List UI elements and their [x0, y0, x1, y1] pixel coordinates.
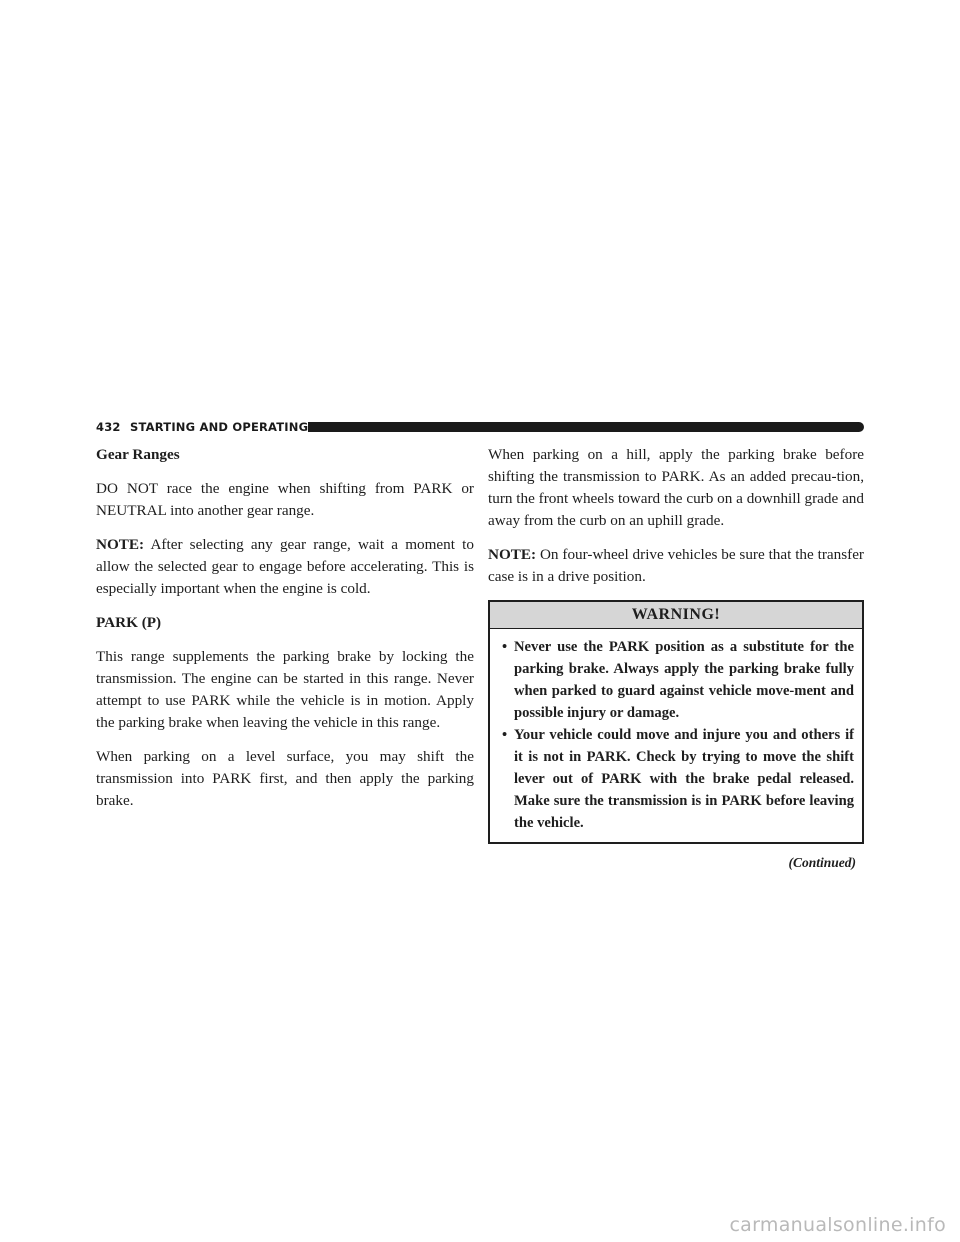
- park-heading: PARK (P): [96, 614, 162, 631]
- page-number: 432: [96, 420, 121, 434]
- left-column: [96, 444, 474, 824]
- park-range-paragraph: This range supplements the parking brake by locking the transmission. The engine can be started in this range. Never attempt to use PARK while the vehicle is in motion. Apply the parking brake when leaving the vehicle in this range.: [96, 648, 474, 731]
- bullet-icon: •: [502, 639, 508, 655]
- note-label: NOTE:: [488, 546, 537, 563]
- page-header: [96, 420, 864, 434]
- level-surface-paragraph: When parking on a level surface, you may shift the transmission into PARK first, and then apply the parking brake.: [96, 748, 474, 809]
- bullet-icon: •: [502, 727, 508, 743]
- header-rule: [308, 422, 864, 432]
- warning-item: [502, 636, 854, 724]
- section-title: STARTING AND OPERATING: [130, 420, 309, 434]
- warning-item: [502, 724, 854, 834]
- warning-title: WARNING!: [490, 602, 862, 629]
- race-engine-paragraph: DO NOT race the engine when shifting from PARK or NEUTRAL into another gear range.: [96, 480, 474, 519]
- gear-ranges-heading: Gear Ranges: [96, 446, 180, 463]
- warning-item-text: Never use the PARK position as a substitute for the parking brake. Always apply the parking brake fully when parked to guard against vehicle move-ment and possible injury or damage.: [514, 639, 854, 721]
- note-text: On four-wheel drive vehicles be sure that the transfer case is in a drive position.: [488, 546, 864, 585]
- watermark: carmanualsonline.info: [729, 1214, 946, 1236]
- right-column: [488, 444, 864, 874]
- warning-list: [490, 629, 862, 842]
- warning-item-text: Your vehicle could move and injure you and others if it is not in PARK. Check by trying to move the shift lever out of PARK with the brake pedal released. Make sure the transmission is in PARK before leaving the vehicle.: [514, 727, 854, 831]
- note-text: After selecting any gear range, wait a moment to allow the selected gear to engage before accelerating. This is especially important when the engine is cold.: [96, 536, 474, 597]
- hill-parking-paragraph: When parking on a hill, apply the parking brake before shifting the transmission to PARK. As an added precau-tion, turn the front wheels toward the curb on a downhill grade and away from the curb on an uphill grade.: [488, 446, 864, 529]
- continued-label: (Continued): [788, 855, 856, 870]
- note-label: NOTE:: [96, 536, 145, 553]
- warning-box: [488, 600, 864, 844]
- note-gear-engage: [96, 534, 474, 600]
- note-four-wheel-drive: [488, 544, 864, 588]
